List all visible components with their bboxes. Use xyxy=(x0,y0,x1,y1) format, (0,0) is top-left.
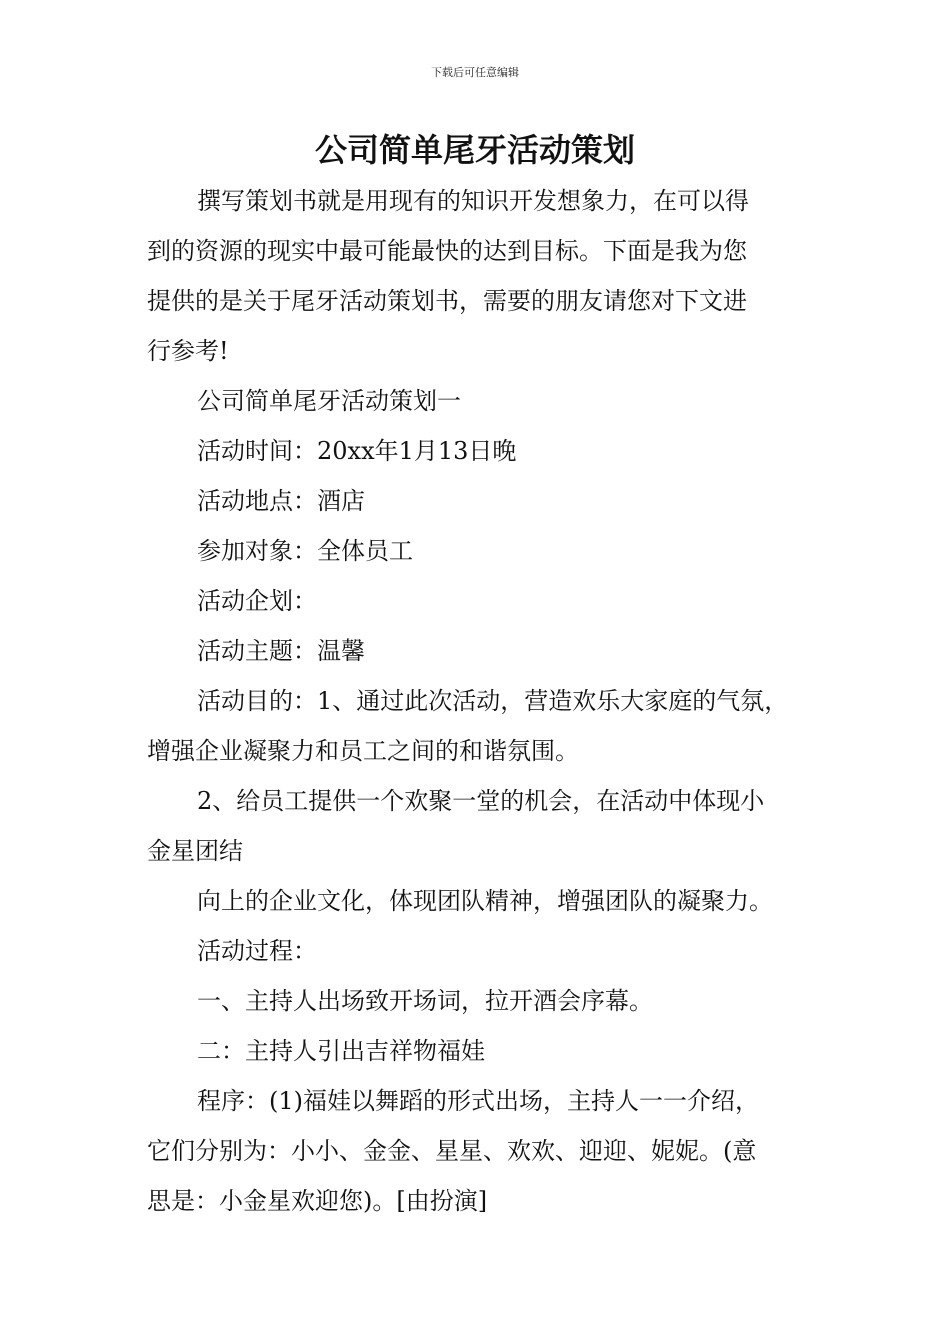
text-line: 二：主持人引出吉祥物福娃 xyxy=(197,1037,485,1065)
text-line: 参加对象：全体员工 xyxy=(197,537,413,565)
text-line: 活动地点：酒店 xyxy=(197,487,365,515)
text-line: 金星团结 xyxy=(147,837,243,865)
text-line: 活动时间：20xx年1月13日晚 xyxy=(197,437,517,465)
text-line: 活动企划： xyxy=(197,587,317,615)
text-line: 活动主题：温馨 xyxy=(197,637,365,665)
text-line: 撰写策划书就是用现有的知识开发想象力，在可以得 xyxy=(197,187,749,215)
text-line: 一、主持人出场致开场词，拉开酒会序幕。 xyxy=(197,987,653,1015)
text-line: 增强企业凝聚力和员工之间的和谐氛围。 xyxy=(147,737,579,765)
document-body xyxy=(147,176,812,1226)
document-title: 公司简单尾牙活动策划 xyxy=(314,131,635,169)
text-line: 行参考! xyxy=(147,337,229,365)
text-line: 到的资源的现实中最可能最快的达到目标。下面是我为您 xyxy=(147,237,747,265)
text-line: 向上的企业文化，体现团队精神，增强团队的凝聚力。 xyxy=(197,887,773,915)
text-line: 它们分别为：小小、金金、星星、欢欢、迎迎、妮妮。(意 xyxy=(147,1137,757,1165)
text-line: 提供的是关于尾牙活动策划书，需要的朋友请您对下文进 xyxy=(147,287,747,315)
text-line: 活动过程： xyxy=(197,937,317,965)
text-line: 公司简单尾牙活动策划一 xyxy=(197,387,461,415)
text-line: 2、给员工提供一个欢聚一堂的机会，在活动中体现小 xyxy=(197,787,765,815)
text-line: 程序：(1)福娃以舞蹈的形式出场，主持人一一介绍， xyxy=(197,1087,759,1115)
header-note: 下载后可任意编辑 xyxy=(431,66,519,79)
text-line: 活动目的：1、通过此次活动，营造欢乐大家庭的气氛， xyxy=(197,687,789,715)
text-line: 思是：小金星欢迎您)。[由扮演] xyxy=(147,1187,488,1215)
